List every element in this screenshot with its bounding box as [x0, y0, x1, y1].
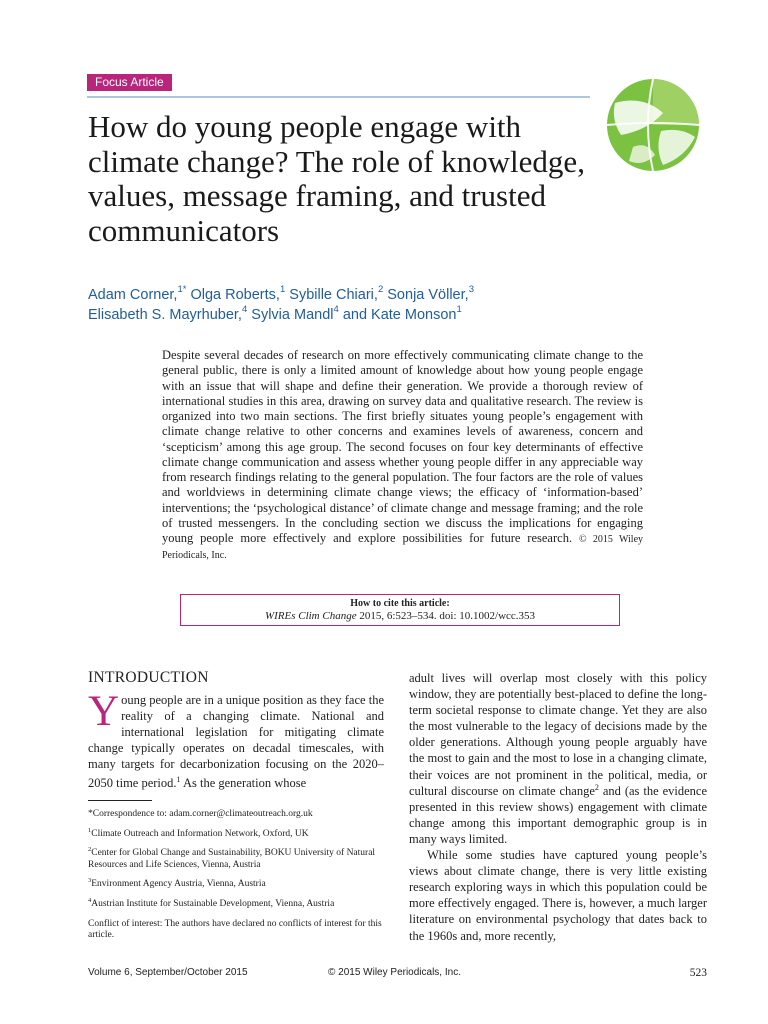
- footnote: $^3$Environment Agency Austria, Vienna, Austria: [88, 877, 266, 890]
- abstract-copyright: © 2015 Wiley Periodicals, Inc.: [162, 534, 644, 562]
- author[interactable]: Sonja Völler,$^3$: [387, 284, 474, 303]
- author[interactable]: Sybille Chiari,$^2$: [289, 284, 384, 303]
- footnote-correspondence[interactable]: *Correspondence to: adam.corner@climateoutreach.org.uk: [88, 809, 313, 820]
- footer-volume: Volume 6, September/October 2015: [88, 967, 248, 978]
- header-rule: [87, 96, 590, 98]
- reference-link[interactable]: 2: [594, 782, 599, 792]
- footnote-divider: [88, 800, 152, 801]
- reference-link[interactable]: 1: [176, 775, 181, 784]
- author[interactable]: and Kate Monson$^1$: [342, 304, 462, 323]
- author[interactable]: Adam Corner,$^{1*}$: [88, 284, 187, 303]
- body-paragraph: adult lives will overlap most closely with this policy window, they are potentially best-placed to define the long-term societal response to climate change. Yet they are also the most vulnerable to the legacy of decisions made by the older generations. Although young people arguably have the most to gain and the most to lose in a changing climate, their voices are not prominent in the political, media, or cultural discourse on climate change$^2$ and (as the evidence presented in this review shows) engagement with climate change among this important demographic group is in many ways limited.: [409, 671, 707, 846]
- author-list: [88, 285, 608, 325]
- intro-paragraph: Young people are in a unique position as they face the reality of a changing climate. National and international legislation for mitigating climate change typically operates on decadal timescales, with many targets for decarbonization focusing on the 2020–2050 time period.$^1$ As the generation whose: [88, 688, 384, 791]
- footnote: $^4$Austrian Institute for Sustainable Development, Vienna, Austria: [88, 897, 335, 910]
- right-column: [409, 670, 707, 944]
- left-column: [88, 668, 384, 946]
- abstract-text: Despite several decades of research on more effectively communicating climate change to the general public, there is only a limited amount of knowledge about how young people engage with an issue that will shape and define their generation. We provide a thorough review of international studies in this area, drawing on survey data and qualitative research. The review is organized into two main sections. The first briefly situates young people’s engagement with climate change relative to other concerns and examines levels of awareness, concern and ‘scepticism’ among this age group. The second focuses on four key determinants of effective climate change communication and assess whether young people differ in any appreciable way from research findings relating to the general population. The four factors are the role of values and worldviews in determining climate change views; the efficacy of ‘information-based’ interventions; the ‘psychological distance’ of climate change and message framing; and the role of trusted messengers. In the concluding section we discuss the implications for engaging young people more effectively and explore possibilities for future research.: [162, 348, 643, 545]
- author[interactable]: Sylvia Mandl$^4$: [251, 304, 339, 323]
- page-number: 523: [689, 967, 707, 979]
- footnote: $^1$Climate Outreach and Information Network, Oxford, UK: [88, 826, 309, 839]
- body-paragraph: While some studies have captured young people’s views about climate change, there is very little existing research exploring ways in which this population could be more effectively engaged. There is, however, a much larger literature on environmental psychology that dates back to the 1960s and, more recently,: [409, 848, 707, 943]
- citation-box: [180, 594, 620, 626]
- abstract: [162, 348, 643, 564]
- author[interactable]: Elisabeth S. Mayrhuber,$^4$: [88, 304, 248, 323]
- citation-title: How to cite this article:: [350, 598, 450, 609]
- green-globe-icon: [603, 75, 703, 175]
- article-type-badge: Focus Article: [87, 74, 172, 91]
- footer-copyright: © 2015 Wiley Periodicals, Inc.: [328, 967, 461, 978]
- footnote: $^2$Center for Global Change and Sustainability, BOKU University of Natural Resources and Life Sciences, Vienna, Austria: [88, 846, 376, 870]
- article-title: How do young people engage with climate change? The role of knowledge, values, message framing, and trusted communicators: [88, 109, 585, 248]
- conflict-of-interest: Conflict of interest: The authors have declared no conflicts of interest for this article.: [88, 918, 382, 941]
- page-footer: [88, 967, 707, 983]
- citation-reference[interactable]: WIREs Clim Change 2015, 6:523–534. doi: 10.1002/wcc.353: [264, 610, 536, 622]
- drop-cap: Y: [88, 688, 120, 735]
- section-heading: INTRODUCTION: [88, 669, 209, 686]
- author[interactable]: Olga Roberts,$^1$: [190, 284, 286, 303]
